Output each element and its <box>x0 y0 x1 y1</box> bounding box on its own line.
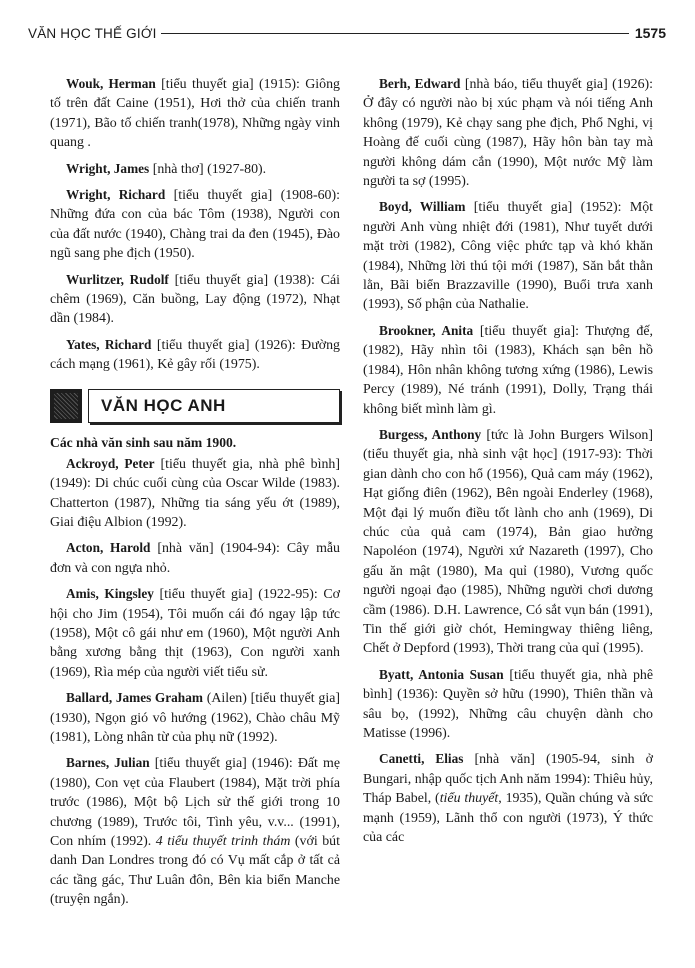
author-name: Acton, Harold <box>66 540 151 556</box>
entry-italic-text: 4 tiểu thuyết trinh thám <box>155 834 291 849</box>
author-name: Canetti, Elias <box>379 751 464 767</box>
section-subheading: Các nhà văn sinh sau năm 1900. <box>50 434 237 450</box>
author-name: Brookner, Anita <box>379 322 474 338</box>
running-title: VĂN HỌC THẾ GIỚI <box>28 25 157 41</box>
left-entries-top <box>50 74 340 375</box>
entry <box>363 425 653 659</box>
author-name: Burgess, Anthony <box>379 426 482 442</box>
entry-text: [nhà văn] (1905-94, sinh ở Bungari, nhập quốc tịch Anh năm 1994): Thiêu hủy, Tháp Babel, ( <box>363 752 654 807</box>
author-name: Barnes, Julian <box>66 755 150 771</box>
entry-text: [tiểu thuyết gia] (1938): Cái chêm (1969), Căn buồng, Lay động (1972), Nhạt dần (1984). <box>50 272 340 327</box>
author-name: Amis, Kingsley <box>66 586 154 602</box>
right-column <box>363 74 653 853</box>
author-name: Byatt, Antonia Susan <box>379 666 504 682</box>
left-entries-bottom <box>50 454 340 910</box>
entry <box>363 197 653 314</box>
entry-text-continued: (với bút danh Dan Londres trong đó có Vụ mất cắp ở tất cả các tầng gác, Thư Luân đôn, Bên kia biển Manche (truyện ngắn). <box>50 834 340 908</box>
entry-text: [nhà thơ] (1927-80). <box>149 161 267 177</box>
author-name: Ackroyd, Peter <box>66 455 155 471</box>
section-marker-icon <box>50 389 82 423</box>
author-name: Berh, Edward <box>379 76 461 91</box>
entry-text: [nhà văn] (1904-94): Cây mẫu đơn và con ngựa nhỏ. <box>50 541 341 576</box>
running-header <box>28 22 666 44</box>
entry-text: [tiểu thuyết gia] (1908-60): Những đứa con của bác Tôm (1938), Người con của đất nước (1940), Chàng trai da đen (1945), Đào ngũ sang phe địch (1950). <box>50 188 340 262</box>
entry-text: [tiểu thuyết gia] (1952): Một người Anh vùng nhiệt đới (1981), Như tuyết dưới mặt trời (1982), Công việc phức tạp và khó khăn (1984), Những lời thú tội mới (1987), Săn bắt thằn lằn, Bãi biển Brazzaville (1990), Buổi trưa xanh (1993), Số phận của Nathalie. <box>363 200 654 313</box>
left-column <box>50 74 340 916</box>
entry-text: [tiểu thuyết gia] (1922-95): Cơ hội cho Jim (1954), Tôi muốn cái đó ngay lập tức (1958), Một cô gái như em (1960), Một người Anh bằng xương bằng thịt (1963), Con người xanh (1969), Rìa mép của người viết tiểu sử. <box>50 587 340 680</box>
entry <box>50 185 340 264</box>
author-name: Wurlitzer, Rudolf <box>66 271 169 287</box>
entry-text: [tức là John Burgers Wilson] (tiểu thuyết gia, nhà sinh vật học] (1917-93): Thời gian dành cho con hổ (1956), Quả cam máy (1962), Hạt giống điên (1962), Bên ngoài Enderley (1968), Một đại lý muốn điều tốt lành cho anh (1969), Di chúc của quả cam (1974), Bản giao hưởng Napoléon (1974), Người xứ Nazareth (1997), Cho gấu ăn mật (1980), Ma quỉ (1980), Vương quốc người ngoại đạo (1985), Những người chơi dương cầm (1986). D.H. Lawrence, Có sắt vụn bán (1991), Tin thế giới giờ chót, Hemingway thiêng liêng, Chết ở Depford (1993), Thời trang của quỉ (1995). <box>363 427 653 657</box>
entry <box>50 270 340 329</box>
entry <box>363 665 653 744</box>
entry-italic-text: tiểu thuyết <box>439 791 499 807</box>
entry-text: [tiểu thuyết gia, nhà phê bình] (1949): Di chúc cuối cùng của Oscar Wilde (1983). Chatterton (1987), Những tia sáng yếu ớt (1989), Giai điệu Albion (1992). <box>50 456 340 530</box>
entry <box>50 538 340 578</box>
entry <box>50 74 340 153</box>
section-title: VĂN HỌC ANH <box>88 389 340 423</box>
author-name: Ballard, James Graham <box>66 690 203 706</box>
entry <box>363 321 653 419</box>
author-name: Wouk, Herman <box>66 76 156 91</box>
author-name: Yates, Richard <box>66 336 152 352</box>
entry <box>50 454 340 533</box>
entry <box>50 159 340 179</box>
author-name: Wright, Richard <box>66 187 166 203</box>
author-name: Boyd, William <box>379 199 466 215</box>
entry <box>50 584 340 682</box>
entry <box>50 335 340 375</box>
right-entries <box>363 74 653 847</box>
entry-text-continued: , 1935), Quần chúng và sức mạnh (1959), Lãnh thổ con người (1973), Ý thức của các <box>363 791 653 846</box>
entry-text: [tiểu thuyết gia, nhà phê bình] (1936): Quyền sở hữu (1990), Thiên thần và sâu bọ, (1992), Những câu chuyện dành cho Matisse (1996). <box>363 667 653 741</box>
page-number: 1575 <box>634 25 666 41</box>
entry <box>363 74 653 191</box>
entry-text: [tiểu thuyết gia]: Thượng đế, (1982), Hãy nhìn tôi (1983), Khách sạn bên hồ (1984), Hôn nhân không tương xứng (1986), Lewis Percy (1989), Né tránh (1991), Dolly, Trạng thái không biết mình làm gì. <box>363 323 653 417</box>
entry <box>363 749 653 847</box>
author-name: Wright, James <box>66 160 150 176</box>
entry-text: [nhà báo, tiểu thuyết gia] (1926): Ở đây có người nào bị xúc phạm và nói tiếng Anh không (1979), Kẻ chạy sang phe địch, Phổ Nghi, vị Hoàng đế cuối cùng (1987), Hãy hôn bàn tay mà người không dám cắn (1990), Một nước Mỹ làm người ta sợ (1995). <box>363 77 654 190</box>
section-heading <box>50 389 340 423</box>
header-rule <box>161 33 629 34</box>
entry-text: [tiểu thuyết gia] (1915): Giông tố trên đất Caine (1951), Hơi thở của chiến tranh (1971), Bão tố chiến tranh(1978), Những ngày vinh quang . <box>50 77 340 151</box>
entry-text: [tiểu thuyết gia] (1926): Đường cách mạng (1961), Kẻ gây rối (1975). <box>50 337 340 373</box>
entry-text: [tiểu thuyết gia] (1946): Đất mẹ (1980), Con vẹt của Flaubert (1984), Mặt trời phía trước (1986), Một bộ Lịch sử thế giới trong 10 chương (1989), Trước tôi, Tình yêu, v.v... (1991), Con nhím (1992). <box>50 756 340 849</box>
entry <box>50 753 340 909</box>
entry <box>50 688 340 747</box>
entry-text: (Ailen) [tiểu thuyết gia] (1930), Ngọn gió vô hướng (1962), Chào châu Mỹ (1981), Lòng nhân từ của phụ nữ (1992). <box>50 691 340 745</box>
